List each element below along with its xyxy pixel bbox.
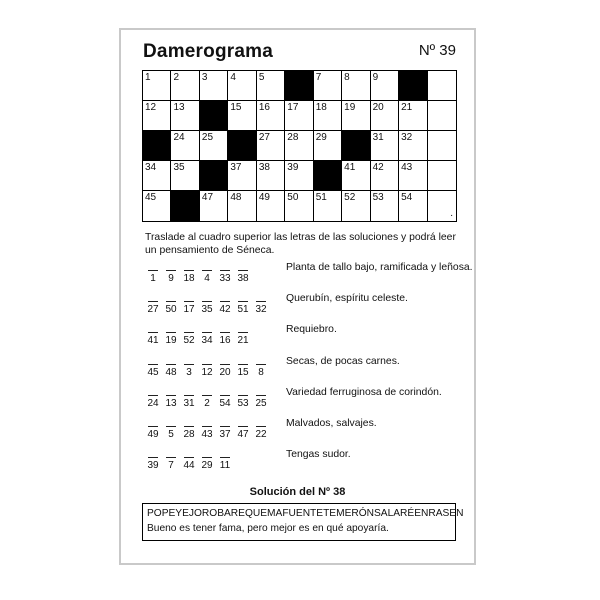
blank-line [184,457,194,458]
blank-number: 43 [201,429,213,440]
blank-number: 16 [219,335,231,347]
answer-blank[interactable] [253,395,269,409]
cell-number: 41 [344,162,356,173]
blank-line [184,395,194,396]
blank-line [184,364,194,365]
clue-row [145,356,465,386]
grid-cell[interactable] [143,101,171,131]
answer-blank[interactable] [217,426,233,440]
blank-line [184,426,194,427]
grid-cell[interactable] [314,101,342,131]
cell-number: 52 [344,192,356,203]
blank-line [238,426,248,427]
answer-blanks[interactable] [145,301,271,315]
answer-blank[interactable] [163,270,179,284]
blank-number: 20 [219,366,231,378]
solution-word: REQUEMA [230,508,283,519]
blank-number: 25 [255,397,267,409]
puzzle-number: Nº 39 [418,42,456,59]
grid-cell[interactable] [257,191,285,221]
grid-cell[interactable] [200,131,228,161]
cell-number: 5 [258,72,265,83]
blank-line [184,270,194,271]
grid-cell[interactable] [257,71,285,101]
grid-cell-black [399,71,427,101]
grid-cell[interactable] [428,131,456,161]
blank-line [220,395,230,396]
blank-line [148,426,158,427]
cell-number: 12 [145,102,157,113]
blank-number: 41 [147,335,159,347]
blank-number: 2 [204,397,210,409]
grid-cell[interactable] [257,131,285,161]
cell-number: 3 [201,72,208,83]
blank-number: 38 [237,273,249,284]
blank-line [166,301,176,302]
solution-box [142,503,464,541]
grid-cell[interactable] [171,101,199,131]
blank-number: 29 [201,460,213,472]
answer-blanks[interactable] [145,395,271,409]
blank-line [220,457,230,458]
cell-number: 13 [173,102,185,113]
instructions-text: Traslade al cuadro superior las letras de las soluciones y podrá leer un pensamiento de Séneca. [145,232,456,256]
grid-cell[interactable] [257,161,285,191]
answer-blank[interactable] [145,332,161,346]
answer-blank[interactable] [217,395,233,409]
blank-number: 3 [186,366,192,378]
answer-blank[interactable] [181,457,197,471]
cell-number: 43 [401,162,413,173]
cell-number: 1 [145,72,151,83]
blank-number: 48 [165,366,177,378]
grid-cell[interactable] [428,191,456,221]
grid-cell[interactable] [399,101,427,131]
blank-number: 44 [183,460,195,472]
cell-number: 50 [287,192,299,203]
grid-cell[interactable] [342,71,370,101]
clue-row [145,324,465,354]
blank-line [166,364,176,365]
grid-cell[interactable] [428,161,456,191]
answer-blank[interactable] [163,426,179,440]
blank-number: 37 [219,429,231,440]
answer-blank[interactable] [199,270,215,284]
blank-number: 21 [237,335,249,347]
grid-cell-black [143,131,171,161]
grid-cell[interactable] [428,71,456,101]
answer-blank[interactable] [217,301,233,315]
blank-line [220,301,230,302]
blank-number: 4 [204,273,210,284]
blank-number: 53 [237,397,249,409]
blank-line [166,457,176,458]
answer-blank[interactable] [199,301,215,315]
grid-cell[interactable] [342,161,370,191]
cell-number: 32 [401,132,413,143]
blank-number: 35 [201,304,213,316]
blank-number: 47 [237,429,249,440]
answer-blank[interactable] [235,332,251,346]
crossword-grid [142,70,457,222]
grid-cell[interactable] [371,71,399,101]
clue-text: Malvados, salvajes. [286,418,377,429]
answer-blank[interactable] [163,301,179,315]
blank-line [166,426,176,427]
blank-line [202,332,212,333]
blank-number: 27 [147,304,159,316]
blank-number: 24 [147,397,159,409]
blank-line [202,457,212,458]
cell-number: 4 [230,72,236,83]
grid-cell-black [200,101,228,131]
grid-cell[interactable] [371,161,399,191]
cell-number: 38 [258,162,270,173]
cell-number: 24 [173,132,185,143]
cell-number: 17 [287,102,299,113]
grid-cell-black [314,161,342,191]
cell-number: 51 [315,192,327,203]
answer-blank[interactable] [181,301,197,315]
blank-line [256,364,266,365]
blank-line [148,301,158,302]
clue-text: Tengas sudor. [286,449,351,461]
cell-number: 8 [344,72,350,83]
blank-line [220,332,230,333]
blank-line [220,364,230,365]
blank-line [148,457,158,458]
blank-line [202,426,212,427]
answer-blanks[interactable] [145,332,253,346]
grid-cell[interactable] [314,71,342,101]
grid-cell-black [200,161,228,191]
grid-cell[interactable] [228,191,256,221]
blank-number: 39 [147,460,159,472]
answer-blank[interactable] [145,457,161,471]
answer-blank[interactable] [235,270,251,284]
grid-cell[interactable] [371,191,399,221]
grid-cell[interactable] [200,71,228,101]
cell-number: 16 [258,102,270,113]
grid-cell[interactable] [285,191,313,221]
grid-cell[interactable] [285,131,313,161]
blank-number: 18 [183,273,195,284]
answer-blank[interactable] [199,395,215,409]
grid-cell[interactable] [342,101,370,131]
blank-number: 13 [165,397,177,409]
cell-number: 2 [173,72,180,83]
blank-line [148,332,158,333]
cell-number: 42 [372,162,384,173]
blank-line [238,301,248,302]
grid-cell[interactable] [143,161,171,191]
answer-blank[interactable] [163,364,179,378]
cell-number: 18 [315,102,327,113]
blank-line [184,301,194,302]
blank-number: 51 [237,304,249,316]
answer-blank[interactable] [181,270,197,284]
cell-number: 49 [258,192,270,203]
cell-number: 45 [145,192,157,203]
cell-number: 39 [287,162,299,173]
blank-number: 32 [255,304,267,316]
grid-cell-black [342,131,370,161]
cell-number: 29 [315,132,327,143]
blank-number: 52 [183,335,195,347]
solution-title: Solución del Nº 38 [249,486,346,498]
answer-blank[interactable] [235,426,251,440]
blank-number: 45 [147,366,159,378]
grid-cell-black [228,131,256,161]
answer-blank[interactable] [145,364,161,378]
answer-blank[interactable] [253,364,269,378]
solution-word: TEMERÓN [323,508,374,519]
blank-line [238,364,248,365]
blank-number: 17 [183,304,195,316]
blank-line [220,426,230,427]
cell-dot: . [450,208,453,219]
blank-line [238,395,248,396]
blank-line [166,270,176,271]
grid-cell[interactable] [399,131,427,161]
blank-number: 5 [168,429,174,440]
grid-cell[interactable] [314,131,342,161]
answer-blank[interactable] [181,364,197,378]
blank-line [184,332,194,333]
clue-row [145,262,473,292]
blank-number: 7 [168,460,174,472]
blank-line [202,301,212,302]
answer-blank[interactable] [199,457,215,471]
answer-blank[interactable] [145,426,161,440]
blank-line [256,395,266,396]
cell-number: 15 [230,102,242,113]
answer-blank[interactable] [217,364,233,378]
blank-line [238,270,248,271]
solution-word: POPEYE [147,508,189,519]
answer-blank[interactable] [181,332,197,346]
grid-cell[interactable] [228,101,256,131]
answer-blanks[interactable] [145,364,271,378]
blank-number: 42 [219,304,231,316]
answer-blank[interactable] [235,395,251,409]
answer-blank[interactable] [217,332,233,346]
cell-number: 37 [230,162,242,173]
answer-blank[interactable] [217,270,233,284]
blank-line [202,270,212,271]
solution-phrase: Bueno es tener fama, pero mejor es en qué apoyaría. [147,523,389,534]
cell-number: 7 [315,72,322,83]
answer-blank[interactable] [253,426,269,440]
grid-cell[interactable] [171,131,199,161]
blank-number: 1 [150,273,156,284]
answer-blank[interactable] [199,426,215,440]
cell-number: 35 [173,162,185,173]
clue-row [145,449,465,479]
grid-cell[interactable] [257,101,285,131]
puzzle-title: Damerograma [143,41,273,62]
puzzle-card [119,28,476,565]
cell-number: 19 [344,102,356,113]
blank-line [148,270,158,271]
cell-number: 25 [201,132,214,143]
cell-number: 34 [145,162,157,173]
grid-cell[interactable] [399,161,427,191]
clue-text: Planta de tallo bajo, ramificada y leñosa. [286,262,473,273]
solution-word: SALARÉ [374,508,415,519]
answer-blank[interactable] [181,426,197,440]
answer-blanks[interactable] [145,270,253,284]
answer-blank[interactable] [235,301,251,315]
clue-row [145,418,465,448]
clue-row [145,387,465,417]
blank-line [202,364,212,365]
answer-blank[interactable] [163,395,179,409]
grid-cell[interactable] [371,101,399,131]
grid-cell[interactable] [285,101,313,131]
cell-number: 28 [287,132,299,143]
answer-blank[interactable] [199,364,215,378]
grid-cell-black [171,191,199,221]
blank-number: 33 [219,273,231,284]
blank-number: 19 [165,335,177,347]
solution-words [147,507,464,521]
cell-number: 48 [230,192,242,203]
blank-line [238,332,248,333]
blank-line [166,395,176,396]
blank-line [202,395,212,396]
blank-line [148,395,158,396]
solution-word: FUENTE [282,508,324,519]
blank-number: 9 [168,273,174,284]
grid-cell[interactable] [314,191,342,221]
grid-cell-black [285,71,313,101]
blank-line [256,426,266,427]
blank-number: 28 [183,429,195,440]
blank-line [148,364,158,365]
clue-text: Querubín, espíritu celeste. [286,293,408,305]
answer-blank[interactable] [235,364,251,378]
grid-cell[interactable] [399,191,427,221]
grid-cell[interactable] [228,71,256,101]
blank-line [256,301,266,302]
grid-cell[interactable] [285,161,313,191]
answer-blank[interactable] [145,270,161,284]
solution-word: ENRASEN [414,508,464,519]
blank-number: 22 [255,429,267,440]
answer-blank[interactable] [163,457,179,471]
cell-number: 9 [372,72,379,83]
grid-cell[interactable] [143,71,171,101]
grid-cell[interactable] [371,131,399,161]
blank-number: 31 [183,397,195,409]
blank-number: 11 [219,460,231,472]
answer-blank[interactable] [253,301,269,315]
grid-cell[interactable] [171,71,199,101]
blank-line [166,332,176,333]
answer-blanks[interactable] [145,457,235,471]
answer-blank[interactable] [145,395,161,409]
answer-blanks[interactable] [145,426,271,440]
clue-text: Requiebro. [286,324,337,336]
cell-number: 53 [372,192,384,203]
answer-blank[interactable] [217,457,233,471]
blank-line [220,270,230,271]
blank-number: 50 [165,304,177,316]
cell-number: 20 [372,102,384,113]
clue-text: Variedad ferruginosa de corindón. [286,386,442,398]
answer-blank[interactable] [145,301,161,315]
blank-number: 12 [201,366,213,378]
grid-cell[interactable] [200,191,228,221]
cell-number: 21 [401,102,413,113]
solution-word: JOROBA [188,508,231,519]
cell-number: 47 [201,192,214,203]
grid-cell[interactable] [342,191,370,221]
grid-cell[interactable] [143,191,171,221]
cell-number: 31 [372,132,384,143]
grid-cell[interactable] [428,101,456,131]
answer-blank[interactable] [199,332,215,346]
blank-number: 8 [258,366,264,378]
answer-blank[interactable] [163,332,179,346]
clue-row [145,293,465,323]
answer-blank[interactable] [181,395,197,409]
blank-number: 54 [219,397,231,409]
grid-cell[interactable] [171,161,199,191]
grid-cell[interactable] [228,161,256,191]
blank-number: 49 [147,429,159,440]
cell-number: 54 [401,192,413,203]
clue-text: Secas, de pocas carnes. [286,355,400,367]
cell-number: 27 [258,132,270,143]
blank-number: 15 [237,366,249,378]
blank-number: 34 [201,335,213,347]
